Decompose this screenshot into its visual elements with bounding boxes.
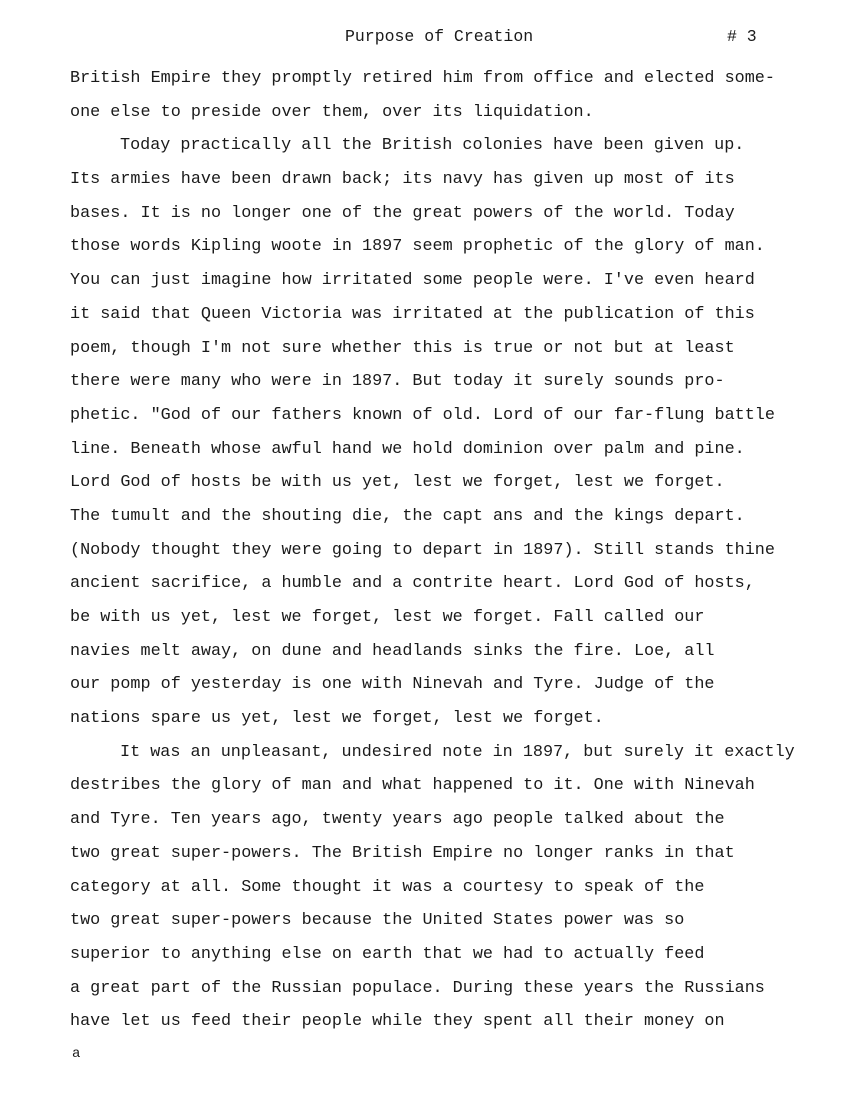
text-line: Today practically all the British colonies have been given up. xyxy=(120,136,745,156)
text-line: category at all. Some thought it was a courtesy to speak of the xyxy=(70,877,705,897)
text-line: Lord God of hosts be with us yet, lest we forget, lest we forget. xyxy=(70,473,725,493)
text-line: bases. It is no longer one of the great powers of the world. Today xyxy=(70,203,735,223)
text-line: navies melt away, on dune and headlands sinks the fire. Loe, all xyxy=(70,641,715,661)
text-line: line. Beneath whose awful hand we hold dominion over palm and pine. xyxy=(70,439,745,459)
text-line: have let us feed their people while they spent all their money on xyxy=(70,1012,725,1032)
text-line: one else to preside over them, over its liquidation. xyxy=(70,102,594,122)
text-line: phetic. "God of our fathers known of old. Lord of our far-flung battle xyxy=(70,405,775,425)
text-line: two great super-powers because the United States power was so xyxy=(70,911,685,931)
text-line: two great super-powers. The British Empire no longer ranks in that xyxy=(70,843,735,863)
text-line: it said that Queen Victoria was irritated at the publication of this xyxy=(70,304,755,324)
text-line: ancient sacrifice, a humble and a contrite heart. Lord God of hosts, xyxy=(70,574,755,594)
text-line: be with us yet, lest we forget, lest we forget. Fall called our xyxy=(70,608,705,627)
text-line: and Tyre. Ten years ago, twenty years ago people talked about the xyxy=(70,810,725,830)
page-title: Purpose of Creation xyxy=(345,27,534,46)
text-line: It was an unpleasant, undesired note in 1897, but surely it exactly xyxy=(120,742,795,762)
text-line: poem, though I'm not sure whether this is true or not but at least xyxy=(70,338,735,358)
stray-typed-mark: a xyxy=(72,1046,81,1062)
text-line: there were many who were in 1897. But today it surely sounds pro- xyxy=(70,372,725,392)
text-line: destribes the glory of man and what happened to it. One with Ninevah xyxy=(70,776,755,796)
text-line: nations spare us yet, lest we forget, lest we forget. xyxy=(70,709,604,729)
text-line: superior to anything else on earth that we had to actually feed xyxy=(70,944,705,964)
text-line: a great part of the Russian populace. During these years the Russians xyxy=(70,978,765,998)
text-line: British Empire they promptly retired him from office and elected some- xyxy=(70,69,775,88)
text-line: Its armies have been drawn back; its navy has given up most of its xyxy=(70,170,735,190)
text-line: (Nobody thought they were going to depart in 1897). Still stands thine xyxy=(70,540,775,560)
document-body xyxy=(70,62,840,1039)
text-line: You can just imagine how irritated some people were. I've even heard xyxy=(70,271,755,291)
text-line: those words Kipling woote in 1897 seem prophetic of the glory of man. xyxy=(70,237,765,257)
page-number: # 3 xyxy=(727,27,757,46)
text-line: our pomp of yesterday is one with Ninevah and Tyre. Judge of the xyxy=(70,675,715,695)
text-line: The tumult and the shouting die, the capt ans and the kings depart. xyxy=(70,506,745,526)
